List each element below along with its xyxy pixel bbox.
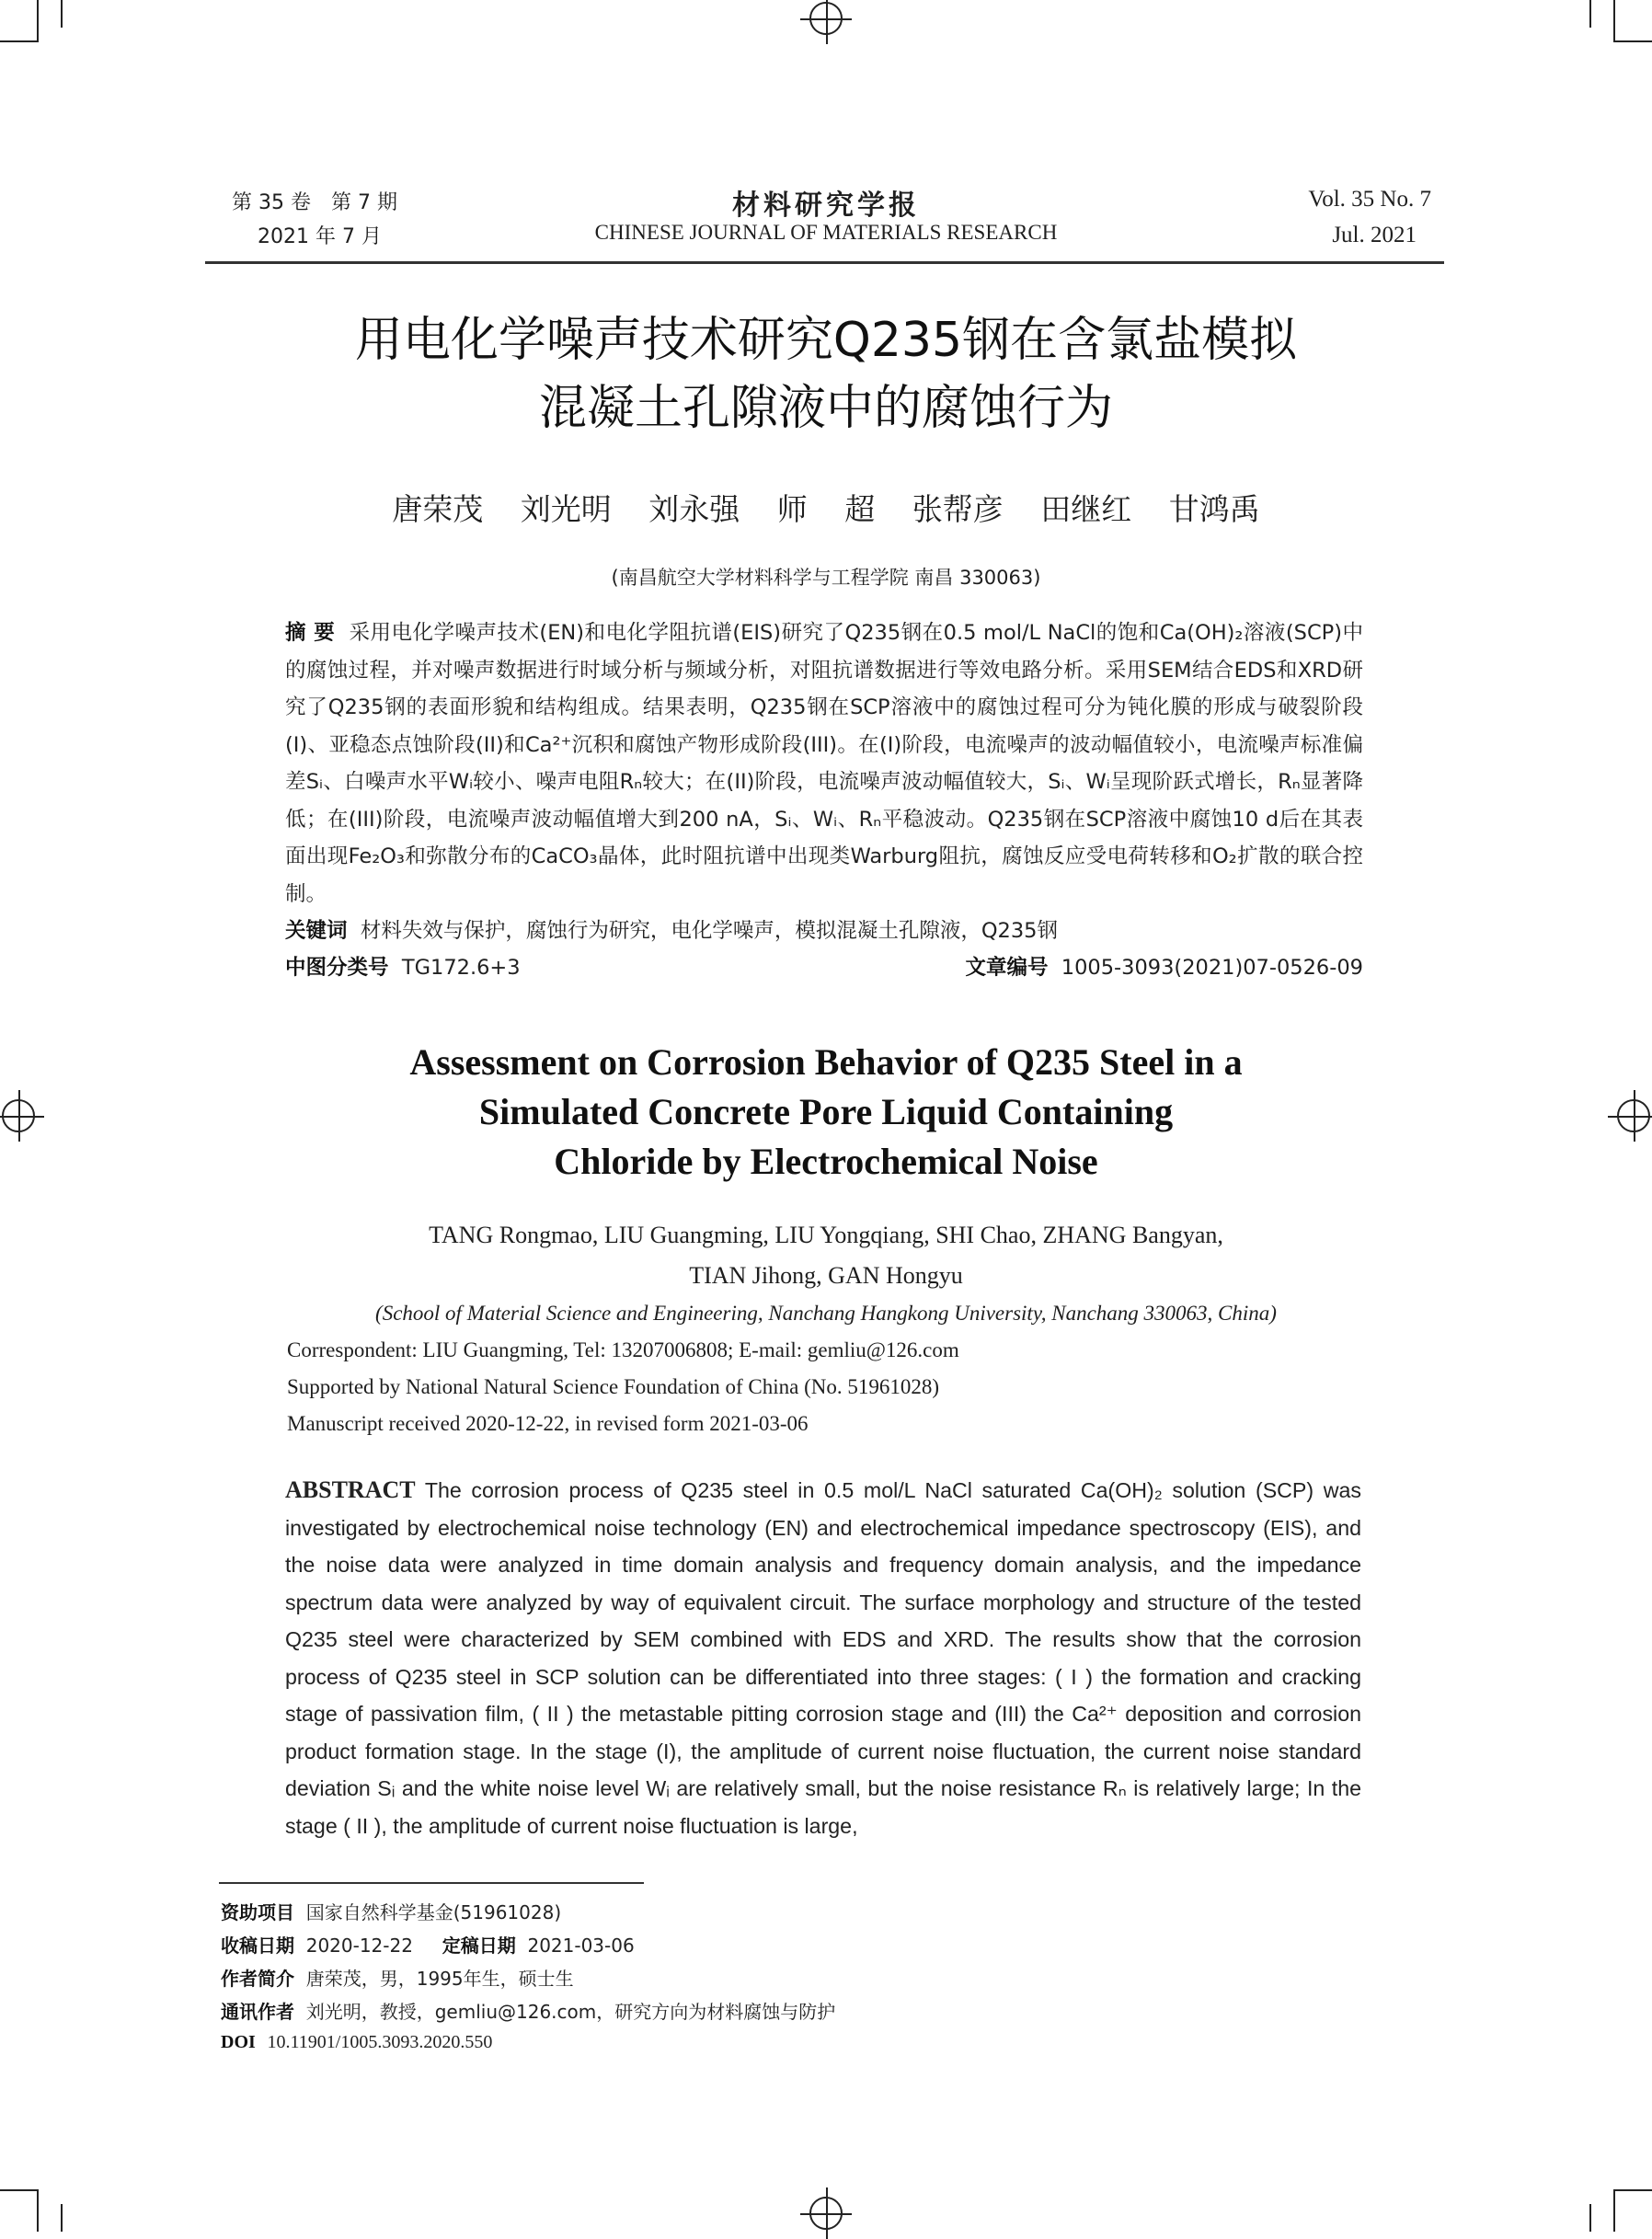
finalized-value: 2021-03-06 (527, 1935, 635, 1957)
registration-mark-icon (809, 2197, 843, 2230)
footnote-author (221, 1964, 574, 1991)
registration-mark-icon (809, 2, 843, 35)
authors-en-line1: TANG Rongmao, LIU Guangming, LIU Yongqiang, SHI Chao, ZHANG Bangyan, (429, 1222, 1223, 1248)
header-journal-en: CHINESE JOURNAL OF MATERIALS RESEARCH (594, 221, 1058, 244)
crop-mark (0, 40, 39, 42)
doi-label: DOI (221, 2032, 256, 2052)
crop-mark (1613, 0, 1615, 42)
manuscript-dates: Manuscript received 2020-12-22, in revised form 2021-03-06 (287, 1412, 809, 1435)
footnote-correspondent (221, 1997, 835, 2024)
funding-value: 国家自然科学基金(51961028) (305, 1901, 562, 1923)
abstract-zh (285, 614, 1363, 913)
author-label: 作者简介 (221, 1968, 294, 1990)
title-en-line1: Assessment on Corrosion Behavior of Q235 Steel in a (409, 1041, 1243, 1083)
abstract-en (285, 1472, 1361, 1844)
crop-mark (61, 2204, 63, 2232)
abstract-zh-label: 摘 要 (285, 621, 336, 645)
footnote-rule (219, 1882, 644, 1884)
abstract-en-label: ABSTRACT (285, 1476, 416, 1503)
article-number-label: 文章编号 (965, 956, 1049, 980)
footnote-funding (221, 1898, 561, 1924)
title-en-line2: Simulated Concrete Pore Liquid Containing (478, 1091, 1174, 1132)
corr-value: 刘光明，教授，gemliu@126.com，研究方向为材料腐蚀与防护 (305, 2001, 836, 2023)
crop-mark (61, 0, 63, 28)
finalized-label: 定稿日期 (442, 1935, 516, 1957)
header-volume-zh: 第 35 卷 第 7 期 (232, 191, 397, 214)
header-rule (205, 261, 1444, 264)
classification-value: TG172.6+3 (401, 956, 521, 980)
article-number-value: 1005-3093(2021)07-0526-09 (1061, 956, 1363, 980)
doi-value: 10.11901/1005.3093.2020.550 (267, 2032, 493, 2052)
header-journal-zh: 材料研究学报 (732, 189, 920, 222)
crop-mark (1589, 0, 1591, 28)
author-value: 唐荣茂，男，1995年生，硕士生 (305, 1968, 574, 1990)
crop-mark (37, 2189, 39, 2232)
article-number (920, 949, 1363, 987)
crop-mark (1613, 2189, 1652, 2191)
crop-mark (1613, 2189, 1615, 2232)
crop-mark (0, 2189, 39, 2191)
funding-label: 资助项目 (221, 1901, 294, 1923)
title-zh-line2: 混凝土孔隙液中的腐蚀行为 (538, 381, 1113, 436)
authors-en-line2: TIAN Jihong, GAN Hongyu (689, 1262, 963, 1289)
crop-mark (1613, 40, 1652, 42)
crop-mark (37, 0, 39, 42)
received-value: 2020-12-22 (305, 1935, 413, 1957)
affiliation-en: (School of Material Science and Engineering, Nanchang Hangkong University, Nanchang 330063, China) (375, 1302, 1277, 1325)
authors-zh: 唐荣茂 刘光明 刘永强 师 超 张帮彦 田继红 甘鸿禹 (392, 491, 1260, 527)
abstract-zh-text: 采用电化学噪声技术(EN)和电化学阻抗谱(EIS)研究了Q235钢在0.5 mol/L NaCl的饱和Ca(OH)₂溶液(SCP)中的腐蚀过程，并对噪声数据进行时域分析与频域分析，对阻抗谱数据进行等效电路分析。采用SEM结合EDS和XRD研究了Q235钢的表面形貌和结构组成。结果表明，Q235钢在SCP溶液中的腐蚀过程可分为钝化膜的形成与破裂阶段(I)、亚稳态点蚀阶段(II)和Ca²⁺沉积和腐蚀产物形成阶段(III)。在(I)阶段，电流噪声的波动幅值较小，电流噪声标准偏差Sᵢ、白噪声水平Wᵢ较小、噪声电阻Rₙ较大；在(II)阶段，电流噪声波动幅值较大，Sᵢ、Wᵢ呈现阶跃式增长，Rₙ显著降低；在(III)阶段，电流噪声波动幅值增大到200 nA，Sᵢ、Wᵢ、Rₙ平稳波动。Q235钢在SCP溶液中腐蚀10 d后在其表面出现Fe₂O₃和弥散分布的CaCO₃晶体，此时阻抗谱中出现类Warburg阻抗，腐蚀反应受电荷转移和O₂扩散的联合控制。 (285, 621, 1363, 906)
footnote-dates (221, 1931, 635, 1958)
footnote-doi (221, 2030, 492, 2053)
affiliation-zh: (南昌航空大学材料科学与工程学院 南昌 330063) (611, 567, 1041, 589)
correspondent: Correspondent: LIU Guangming, Tel: 13207006808; E-mail: gemliu@126.com (287, 1338, 959, 1361)
title-en-line3: Chloride by Electrochemical Noise (554, 1141, 1098, 1182)
keywords-zh (285, 913, 1363, 950)
classification-label: 中图分类号 (285, 956, 389, 980)
keywords-zh-text: 材料失效与保护，腐蚀行为研究，电化学噪声，模拟混凝土孔隙液，Q235钢 (360, 919, 1058, 943)
corr-label: 通讯作者 (221, 2001, 294, 2023)
title-zh-line1: 用电化学噪声技术研究Q235钢在含氯盐模拟 (354, 313, 1298, 368)
header-date-en: Jul. 2021 (1332, 223, 1417, 247)
crop-mark (1589, 2204, 1591, 2232)
header-date-zh: 2021 年 7 月 (258, 225, 382, 248)
abstract-en-text: The corrosion process of Q235 steel in 0.5 mol/L NaCl saturated Ca(OH)₂ solution (SCP) was investigated by electrochemical noise technology (EN) and electrochemical impedance spectroscopy (EIS), and the noise data were analyzed in time domain analysis and frequency domain analysis, and the impedance spectrum data were analyzed by way of equivalent circuit. The surface morphology and structure of the tested Q235 steel were characterized by SEM combined with EDS and XRD. The results show that the corrosion process of Q235 steel in SCP solution can be differentiated into three stages: ( I ) the formation and cracking stage of passivation film, ( II ) the metastable pitting corrosion stage and (III) the Ca²⁺ deposition and corrosion product formation stage. In the stage (I), the amplitude of current noise fluctuation, the current noise standard deviation Sᵢ and the white noise level Wᵢ are relatively small, but the noise resistance Rₙ is relatively large; In the stage ( II ), the amplitude of current noise fluctuation is large, (285, 1478, 1361, 1838)
keywords-zh-label: 关键词 (285, 919, 348, 943)
supported-by: Supported by National Natural Science Foundation of China (No. 51961028) (287, 1375, 940, 1398)
received-label: 收稿日期 (221, 1935, 294, 1957)
header-volume-en: Vol. 35 No. 7 (1308, 187, 1431, 212)
